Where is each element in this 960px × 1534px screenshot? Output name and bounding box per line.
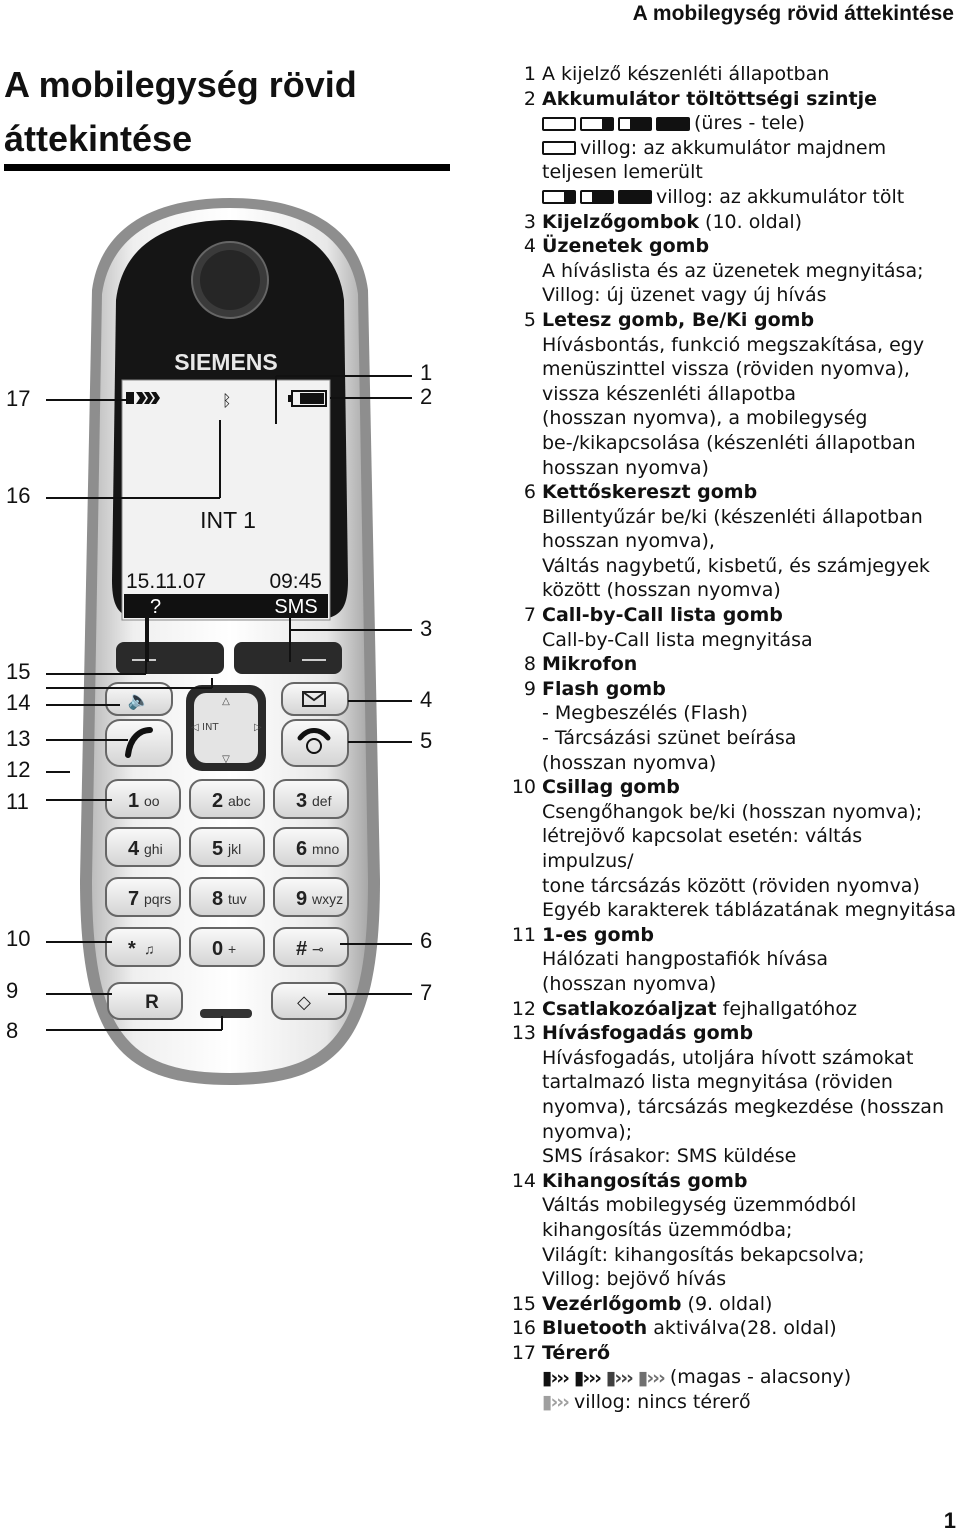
legend-heading: Kijelzőgombok bbox=[542, 210, 700, 233]
battery-icon bbox=[618, 117, 652, 131]
legend-line: hosszan nyomva) bbox=[542, 456, 709, 479]
legend-line: Villog: új üzenet vagy új hívás bbox=[542, 284, 827, 307]
key-4[interactable] bbox=[106, 828, 180, 866]
legend-number: 13 bbox=[511, 1022, 536, 1045]
key-5[interactable] bbox=[190, 828, 264, 866]
legend-line: SMS írásakor: SMS küldése bbox=[542, 1145, 797, 1168]
bluetooth-icon: ᛒ bbox=[222, 391, 232, 410]
legend-text: (9. oldal) bbox=[681, 1292, 773, 1315]
display-internal-name: INT 1 bbox=[200, 507, 256, 533]
callout-16: 16 bbox=[6, 483, 31, 508]
callout-12: 12 bbox=[6, 757, 31, 782]
legend-line: hosszan nyomva), bbox=[542, 530, 715, 553]
legend-entry-14 bbox=[510, 1169, 958, 1292]
callout-8: 8 bbox=[6, 1018, 19, 1043]
legend-number: 2 bbox=[523, 87, 536, 110]
legend-line: Világít: kihangosítás bekapcsolva; bbox=[542, 1243, 865, 1266]
legend-line: teljesen lemerült bbox=[542, 161, 703, 184]
legend-heading: Hívásfogadás gomb bbox=[542, 1022, 754, 1045]
legend-line: Call-by-Call lista megnyitása bbox=[542, 628, 813, 651]
page-number: 1 bbox=[943, 1508, 956, 1533]
key-7[interactable] bbox=[106, 878, 180, 916]
legend-heading: Call-by-Call lista gomb bbox=[542, 604, 783, 627]
key-letters: tuv bbox=[228, 891, 247, 907]
svg-text:R: R bbox=[145, 992, 159, 1013]
key-letters: oo bbox=[144, 793, 160, 809]
legend-line: kihangosítás üzemmódba; bbox=[542, 1218, 793, 1241]
display-time: 09:45 bbox=[269, 570, 322, 593]
signal-strength-icon: ▮››› bbox=[573, 1366, 600, 1389]
display-softkey-left: ? bbox=[150, 596, 162, 618]
battery-icon bbox=[542, 117, 576, 131]
callout-13: 13 bbox=[6, 726, 31, 751]
key-1[interactable] bbox=[106, 780, 180, 818]
legend-number: 3 bbox=[523, 210, 536, 233]
callout-10: 10 bbox=[6, 926, 31, 951]
talk-key bbox=[106, 720, 172, 766]
legend-line: Hívásfogadás, utoljára hívott számokat bbox=[542, 1046, 914, 1069]
running-header: A mobilegység rövid áttekintése bbox=[632, 2, 954, 25]
legend-number: 12 bbox=[511, 997, 536, 1020]
key-digit: 0 bbox=[212, 938, 224, 960]
legend-list bbox=[510, 62, 958, 1415]
legend-heading: Csatlakozóaljzat bbox=[542, 997, 717, 1020]
legend-line: nyomva); bbox=[542, 1120, 633, 1143]
legend-line: - Tárcsázási szünet beírása bbox=[542, 727, 797, 750]
callout-6: 6 bbox=[420, 928, 433, 953]
key-digit: 5 bbox=[212, 838, 224, 860]
legend-heading: Kettőskereszt gomb bbox=[542, 481, 758, 504]
legend-line: Billentyűzár be/ki (készenléti állapotban bbox=[542, 505, 923, 528]
key-letters: def bbox=[312, 793, 332, 809]
legend-line: létrejövő kapcsolat esetén: váltás impulzus/ bbox=[542, 825, 863, 872]
key-digit: # bbox=[296, 938, 308, 960]
legend-line: Váltás mobilegység üzemmódból bbox=[542, 1194, 857, 1217]
key-digit: * bbox=[128, 938, 136, 960]
callout-11: 11 bbox=[6, 789, 29, 814]
legend-number: 8 bbox=[523, 653, 536, 676]
svg-text:▷: ▷ bbox=[254, 722, 262, 733]
key-8[interactable] bbox=[190, 878, 264, 916]
callout-14: 14 bbox=[6, 690, 31, 715]
svg-text:▽: ▽ bbox=[222, 754, 230, 765]
legend-number: 9 bbox=[523, 677, 536, 700]
legend-line: vissza készenléti állapotba bbox=[542, 382, 797, 405]
legend-entry-5 bbox=[510, 308, 958, 480]
legend-line: (hosszan nyomva) bbox=[542, 751, 717, 774]
legend-heading: Térerő bbox=[542, 1341, 611, 1364]
legend-entry-9 bbox=[510, 677, 958, 775]
svg-text:◇: ◇ bbox=[297, 992, 311, 1013]
key-letters: wxyz bbox=[312, 891, 344, 907]
key-6[interactable] bbox=[274, 828, 348, 866]
legend-line: Villog: bejövő hívás bbox=[542, 1268, 727, 1291]
key-letters: abc bbox=[228, 793, 251, 809]
legend-line: - Megbeszélés (Flash) bbox=[542, 702, 748, 725]
key-3[interactable] bbox=[274, 780, 348, 818]
battery-icon bbox=[542, 141, 576, 155]
callout-2: 2 bbox=[420, 384, 433, 409]
signal-strength-icon: ▮››› bbox=[605, 1366, 632, 1389]
signal-strength-icon: ▮››› bbox=[542, 1391, 568, 1414]
legend-number: 10 bbox=[511, 776, 536, 799]
display-date: 15.11.07 bbox=[126, 570, 207, 593]
legend-heading: 1-es gomb bbox=[542, 923, 654, 946]
legend-line: (üres - tele) bbox=[542, 111, 958, 136]
legend-entry-15 bbox=[510, 1292, 958, 1317]
key-#[interactable] bbox=[274, 928, 348, 966]
callout-9: 9 bbox=[6, 978, 19, 1003]
signal-strength-icon: ▮››› bbox=[637, 1366, 664, 1389]
legend-heading: Csillag gomb bbox=[542, 776, 680, 799]
svg-text:△: △ bbox=[222, 696, 230, 707]
key-letters: jkl bbox=[228, 841, 242, 857]
legend-entry-2 bbox=[510, 87, 958, 210]
left-display-key bbox=[116, 642, 224, 674]
legend-entry-10 bbox=[510, 775, 958, 923]
legend-heading: Akkumulátor töltöttségi szintje bbox=[542, 87, 878, 110]
legend-heading: Bluetooth bbox=[542, 1317, 648, 1340]
key-0[interactable] bbox=[190, 928, 264, 966]
callout-7: 7 bbox=[420, 980, 433, 1005]
legend-number: 5 bbox=[523, 308, 536, 331]
key-2[interactable] bbox=[190, 780, 264, 818]
legend-line: be-/kikapcsolása (készenléti állapotban bbox=[542, 431, 916, 454]
legend-number: 14 bbox=[511, 1169, 536, 1192]
legend-entry-6 bbox=[510, 480, 958, 603]
key-digit: 3 bbox=[296, 790, 308, 812]
legend-line: Hálózati hangpostafiók hívása bbox=[542, 948, 829, 971]
end-call-key bbox=[282, 720, 348, 766]
svg-text:◁: ◁ bbox=[191, 722, 199, 733]
legend-heading: Letesz gomb, Be/Ki gomb bbox=[542, 308, 815, 331]
handset-figure bbox=[0, 180, 460, 1090]
legend-text: fejhallgatóhoz bbox=[716, 997, 857, 1020]
legend-heading: Flash gomb bbox=[542, 677, 666, 700]
signal-strength-icon: ▮››› bbox=[542, 1366, 568, 1389]
battery-icon bbox=[580, 117, 614, 131]
legend-entry-4 bbox=[510, 234, 958, 308]
legend-number: 16 bbox=[511, 1317, 536, 1340]
legend-entry-13 bbox=[510, 1021, 958, 1169]
battery-icon bbox=[580, 190, 614, 204]
key-letters: ♫ bbox=[144, 941, 155, 957]
key-letters: + bbox=[228, 941, 237, 957]
right-display-key bbox=[234, 642, 342, 674]
callout-4: 4 bbox=[420, 687, 433, 712]
key-digit: 1 bbox=[128, 790, 140, 812]
brand-logo: SIEMENS bbox=[174, 349, 278, 375]
legend-number: 11 bbox=[511, 923, 536, 946]
legend-number: 15 bbox=[511, 1292, 536, 1315]
callout-1: 1 bbox=[420, 360, 433, 385]
legend-number: 6 bbox=[523, 481, 536, 504]
key-digit: 7 bbox=[128, 888, 140, 910]
legend-text: (10. oldal) bbox=[699, 210, 803, 233]
legend-entry-3 bbox=[510, 210, 958, 235]
legend-number: 1 bbox=[523, 63, 536, 85]
legend-number: 7 bbox=[523, 604, 536, 627]
legend-line: tartalmazó lista megnyitása (röviden bbox=[542, 1071, 893, 1094]
legend-text: aktiválva(28. oldal) bbox=[647, 1317, 837, 1340]
legend-line: villog: az akkumulátor tölt bbox=[542, 185, 958, 210]
battery-icon bbox=[656, 117, 690, 131]
key-*[interactable] bbox=[106, 928, 180, 966]
key-digit: 2 bbox=[212, 790, 224, 812]
legend-text: A kijelző készenléti állapotban bbox=[542, 63, 830, 85]
legend-number: 4 bbox=[523, 235, 536, 258]
legend-entry-12 bbox=[510, 997, 958, 1022]
callout-17: 17 bbox=[6, 386, 31, 411]
callout-15: 15 bbox=[6, 659, 31, 684]
battery-icon bbox=[618, 190, 652, 204]
legend-line: ▮››› villog: nincs térerő bbox=[542, 1391, 751, 1414]
legend-line: A híváslista és az üzenetek megnyitása; bbox=[542, 259, 924, 282]
key-letters: ⊸ bbox=[312, 941, 324, 957]
legend-heading: Kihangosítás gomb bbox=[542, 1169, 748, 1192]
battery-icon bbox=[542, 190, 576, 204]
legend-entry-17 bbox=[510, 1341, 958, 1415]
legend-line: (hosszan nyomva), a mobilegység bbox=[542, 407, 868, 430]
legend-line: Csengőhangok be/ki (hosszan nyomva); bbox=[542, 800, 923, 823]
callout-3: 3 bbox=[420, 616, 433, 641]
legend-line: menüszinttel vissza (röviden nyomva), bbox=[542, 358, 910, 381]
legend-line: tone tárcsázás között (röviden nyomva) bbox=[542, 874, 920, 897]
key-letters: mno bbox=[312, 841, 340, 857]
microphone bbox=[200, 1009, 252, 1018]
legend-heading: Üzenetek gomb bbox=[542, 235, 710, 258]
callout-5: 5 bbox=[420, 728, 433, 753]
key-digit: 6 bbox=[296, 838, 308, 860]
legend-number: 17 bbox=[511, 1341, 536, 1364]
legend-line: Egyéb karakterek táblázatának megnyitása bbox=[542, 899, 957, 922]
svg-text:🔈: 🔈 bbox=[127, 690, 151, 711]
key-digit: 4 bbox=[128, 838, 140, 860]
legend-entry-11 bbox=[510, 923, 958, 997]
legend-line: között (hosszan nyomva) bbox=[542, 579, 781, 602]
title-rule bbox=[4, 164, 450, 171]
key-digit: 9 bbox=[296, 888, 308, 910]
legend-line: Váltás nagybetű, kisbetű, és számjegyek bbox=[542, 554, 930, 577]
key-letters: ghi bbox=[144, 841, 163, 857]
legend-entry-8 bbox=[510, 652, 958, 677]
legend-line: villog: az akkumulátor majdnem bbox=[542, 136, 958, 161]
key-digit: 8 bbox=[212, 888, 224, 910]
key-letters: pqrs bbox=[144, 891, 172, 907]
legend-line: Hívásbontás, funkció megszakítása, egy bbox=[542, 333, 925, 356]
legend-line: (hosszan nyomva) bbox=[542, 972, 717, 995]
svg-text:INT: INT bbox=[202, 722, 219, 733]
page-title: A mobilegység rövid áttekintése bbox=[4, 64, 357, 159]
key-9[interactable] bbox=[274, 878, 348, 916]
legend-line: nyomva), tárcsázás megkezdése (hosszan bbox=[542, 1095, 944, 1118]
legend-line: ▮››› ▮››› ▮››› ▮››› (magas - alacsony) bbox=[542, 1366, 852, 1389]
legend-heading: Mikrofon bbox=[542, 653, 638, 676]
legend-entry-7 bbox=[510, 603, 958, 652]
legend-heading: Vezérlőgomb bbox=[542, 1292, 682, 1315]
display-softkey-right: SMS bbox=[274, 596, 318, 618]
legend-entry-16 bbox=[510, 1316, 958, 1341]
legend-entry-1 bbox=[510, 62, 958, 87]
